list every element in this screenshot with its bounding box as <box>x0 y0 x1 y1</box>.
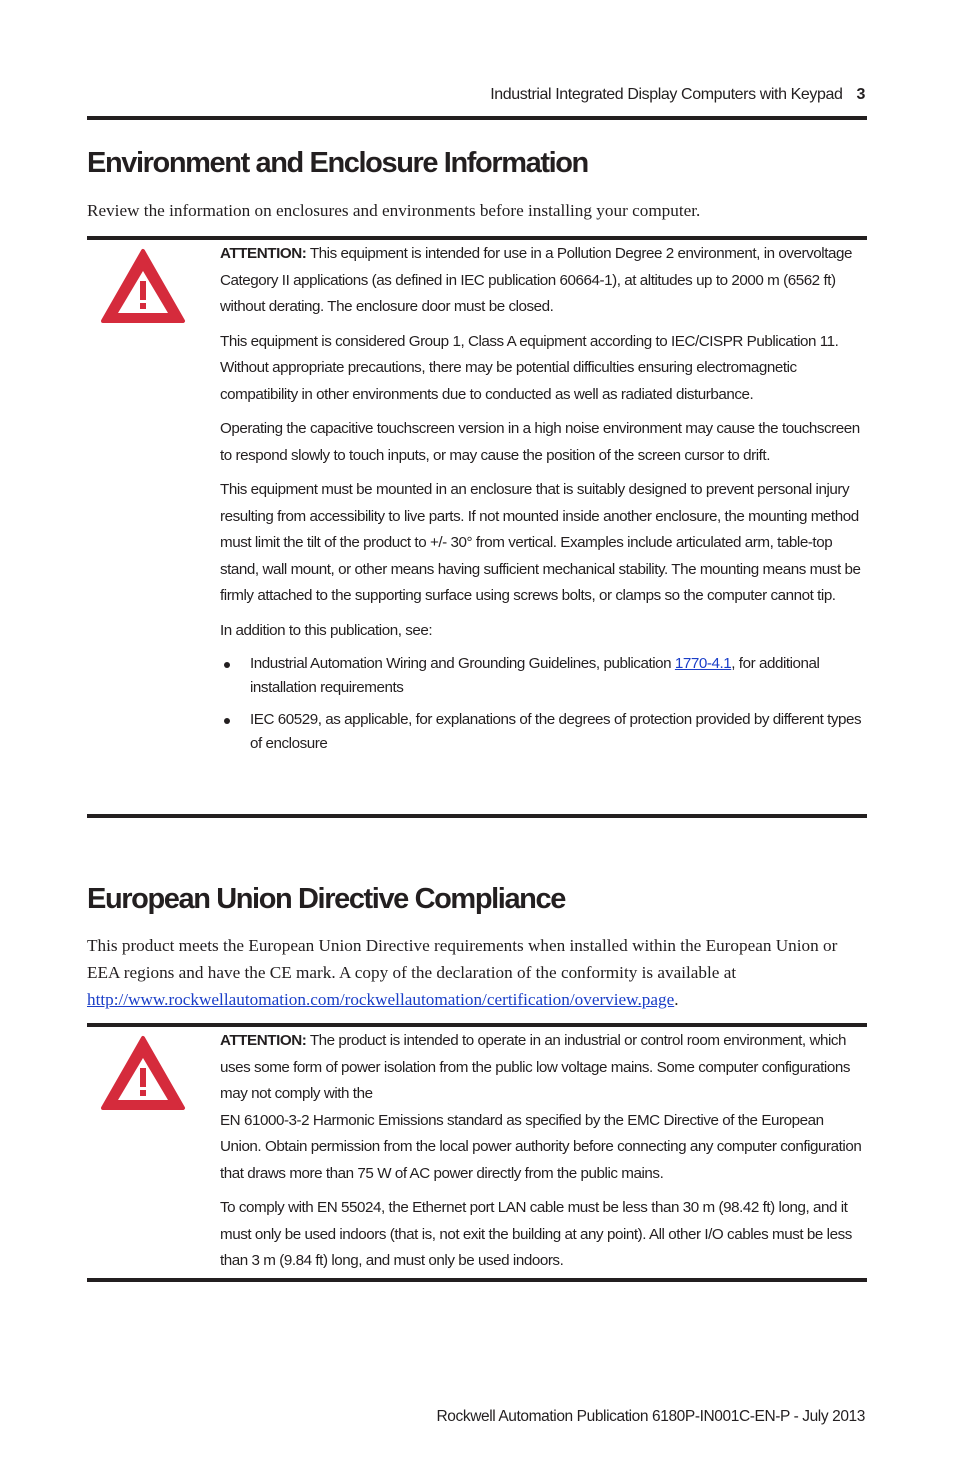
bullet-icon <box>224 718 230 724</box>
attention-block-environment <box>220 241 865 764</box>
attention-paragraph: Operating the capacitive touchscreen version in a high noise environment may cause the touchscreen to respond slowly to touch inputs, or may cause the position of the screen cursor to drift. <box>220 420 860 464</box>
attention-paragraph: This equipment is considered Group 1, Class A equipment according to IEC/CISPR Publication 11. Without appropriate precautions, there may be potential difficulties ensuring electromagnetic compatibility in other environments due to conducted as well as radiated disturbance. <box>220 332 839 403</box>
attention-paragraph: This equipment must be mounted in an enclosure that is suitably designed to prevent personal injury resulting from accessibility to live parts. If not mounted inside another enclosure, the mounting method must limit the tilt of the product to +/- 30° from vertical. Examples include articulated arm, table-top stand, wall mount, or other means having sufficient mechanical stability. The mounting means must be firmly attached to the supporting surface using screws bolts, or clamps so the computer cannot tip. <box>220 481 861 604</box>
running-title: Industrial Integrated Display Computers with Keypad <box>490 86 843 103</box>
certification-link[interactable]: http://www.rockwellautomation.com/rockwellautomation/certification/overview.page <box>87 990 675 1009</box>
attention-paragraph: ATTENTION: The product is intended to operate in an industrial or control room environment, which uses some form of power isolation from the public low voltage mains. Some computer configurations may not comply with the <box>220 1032 850 1102</box>
reference-list <box>220 652 865 756</box>
publication-link[interactable]: 1770-4.1 <box>674 655 732 672</box>
warning-triangle-icon <box>99 245 187 325</box>
section-heading-eu-compliance: European Union Directive Compliance <box>87 883 565 915</box>
section-intro-environment: Review the information on enclosures and environments before installing your computer. <box>87 201 701 220</box>
bullet-icon <box>224 662 230 668</box>
attention-paragraph: To comply with EN 55024, the Ethernet port LAN cable must be less than 30 m (98.42 ft) long, and it must only be used indoors (that is, not exit the building at any point). All other I/O cables must be less than 3 m (9.84 ft) long, and must only be used indoors. <box>220 1199 852 1269</box>
attention-top-rule <box>87 1023 867 1027</box>
page-number: 3 <box>856 86 865 103</box>
warning-triangle-icon <box>99 1032 187 1112</box>
attention-paragraph: In addition to this publication, see: <box>220 621 433 639</box>
attention-bottom-rule <box>87 1278 867 1282</box>
list-item: IEC 60529, as applicable, for explanations of the degrees of protection provided by different types of enclosure <box>220 708 865 756</box>
section-heading-environment: Environment and Enclosure Information <box>87 147 588 179</box>
attention-block-eu <box>220 1028 865 1283</box>
header-rule <box>87 116 867 120</box>
list-item: Industrial Automation Wiring and Grounding Guidelines, publication 1770-4.1, for additional installation requirements <box>220 652 865 700</box>
section-intro-eu-compliance: This product meets the European Union Directive requirements when installed within the European Union or EEA regions and have the CE mark. A copy of the declaration of the conformity is available at http://www.rockwellautomation.com/rockwellautomation/certification/overview.page. <box>87 936 838 1009</box>
publication-footer: Rockwell Automation Publication 6180P-IN001C-EN-P - July 2013 <box>436 1408 865 1425</box>
attention-label: ATTENTION: <box>220 1032 307 1049</box>
attention-paragraph: ATTENTION: This equipment is intended for use in a Pollution Degree 2 environment, in overvoltage Category II applications (as defined in IEC publication 60664-1), at altitudes up to 2000 m (6562 ft) without derating. The enclosure door must be closed. <box>220 245 852 315</box>
attention-paragraph: EN 61000-3-2 Harmonic Emissions standard as specified by the EMC Directive of the European Union. Obtain permission from the local power authority before connecting any computer configuration that draws more than 75 W of AC power directly from the public mains. <box>220 1111 862 1182</box>
attention-bottom-rule <box>87 814 867 818</box>
running-header <box>490 84 865 106</box>
attention-top-rule <box>87 236 867 240</box>
attention-label: ATTENTION: <box>220 245 307 262</box>
